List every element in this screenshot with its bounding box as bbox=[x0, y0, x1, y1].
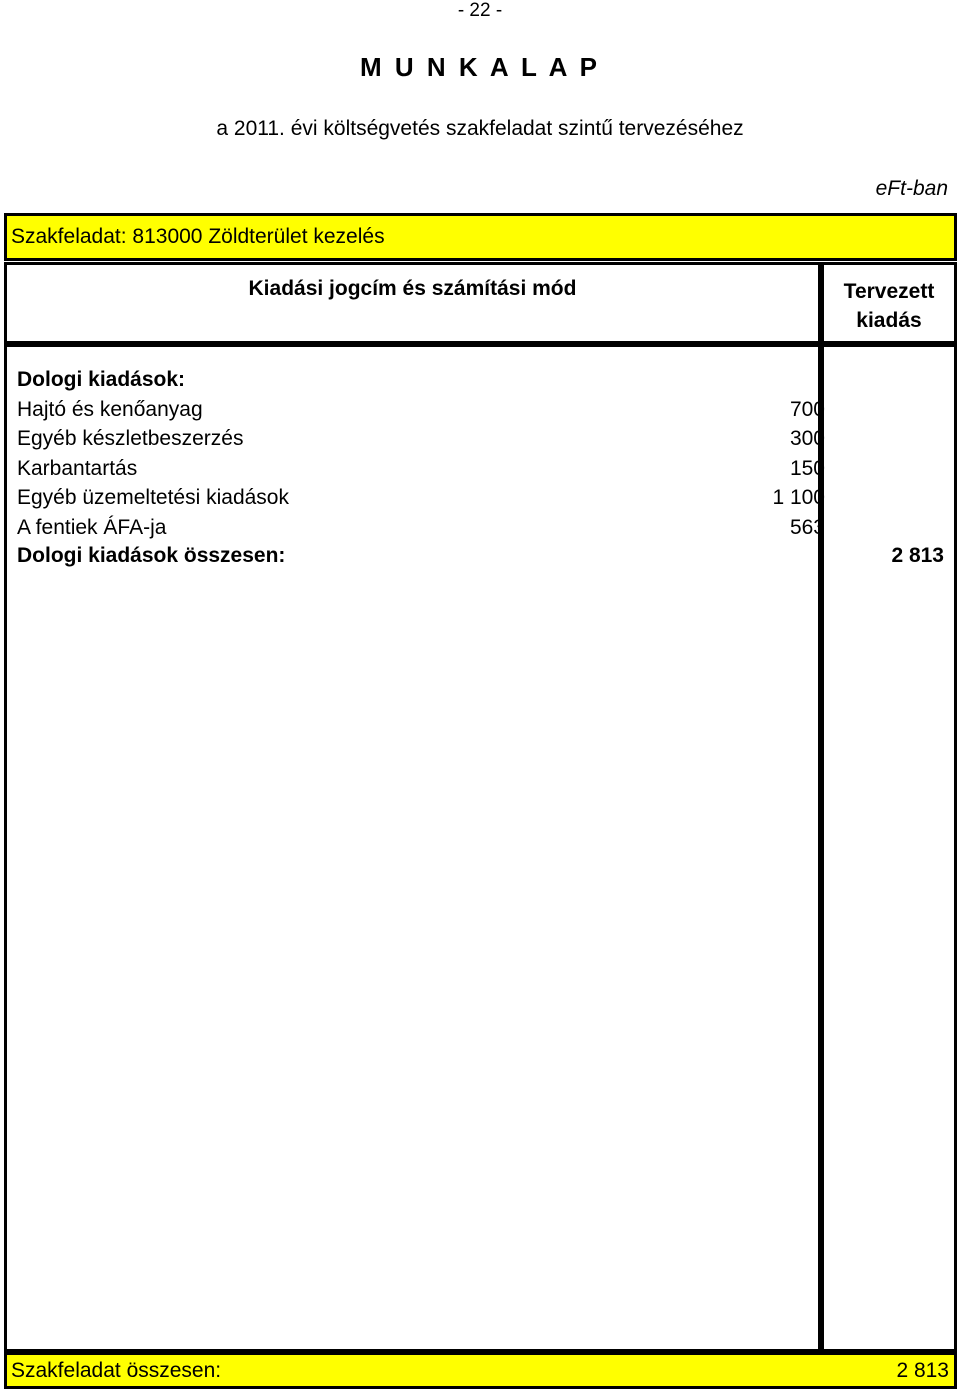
page-number: - 22 - bbox=[457, 0, 503, 21]
unit-label: eFt-ban bbox=[875, 177, 948, 200]
item-name: A fentiek ÁFA-ja bbox=[17, 516, 167, 539]
item-value: 300 bbox=[789, 427, 825, 450]
section-heading bbox=[17, 365, 825, 394]
item-value: 700 bbox=[789, 398, 825, 421]
item-value: 150 bbox=[789, 457, 825, 480]
amounts-panel bbox=[821, 344, 957, 1352]
subtotal-label: Dologi kiadások összesen: bbox=[17, 544, 286, 567]
column-header-right-line1: Tervezett bbox=[843, 280, 935, 303]
item-name: Egyéb üzemeltetési kiadások bbox=[17, 486, 289, 509]
item-value: 563 bbox=[789, 516, 825, 539]
subtotal-row bbox=[17, 541, 825, 570]
item-name: Egyéb készletbeszerzés bbox=[17, 427, 244, 450]
list-item bbox=[17, 483, 825, 512]
task-header-bar bbox=[4, 213, 957, 261]
list-item bbox=[17, 513, 825, 542]
footer-total-bar bbox=[4, 1352, 957, 1389]
list-item bbox=[17, 454, 825, 483]
items-panel bbox=[4, 344, 825, 1352]
page-title: M U N K A L A P bbox=[360, 52, 600, 82]
column-header-right-label bbox=[824, 277, 954, 335]
column-header-left bbox=[4, 262, 821, 344]
list-item bbox=[17, 424, 825, 453]
item-value: 1 100 bbox=[772, 486, 825, 509]
list-item bbox=[17, 395, 825, 424]
page-subtitle: a 2011. évi költségvetés szakfeladat szintű tervezéséhez bbox=[216, 117, 744, 140]
column-header-right bbox=[821, 262, 957, 344]
item-name: Karbantartás bbox=[17, 457, 138, 480]
column-header-left-label: Kiadási jogcím és számítási mód bbox=[248, 277, 577, 300]
task-label: Szakfeladat: 813000 Zöldterület kezelés bbox=[11, 225, 385, 248]
subtotal-value: 2 813 bbox=[891, 544, 944, 567]
section-heading-label: Dologi kiadások: bbox=[17, 368, 186, 391]
item-name: Hajtó és kenőanyag bbox=[17, 398, 203, 421]
column-header-right-line2: kiadás bbox=[856, 309, 922, 332]
footer-total-label: Szakfeladat összesen: bbox=[11, 1359, 222, 1382]
footer-total-value: 2 813 bbox=[896, 1359, 949, 1382]
